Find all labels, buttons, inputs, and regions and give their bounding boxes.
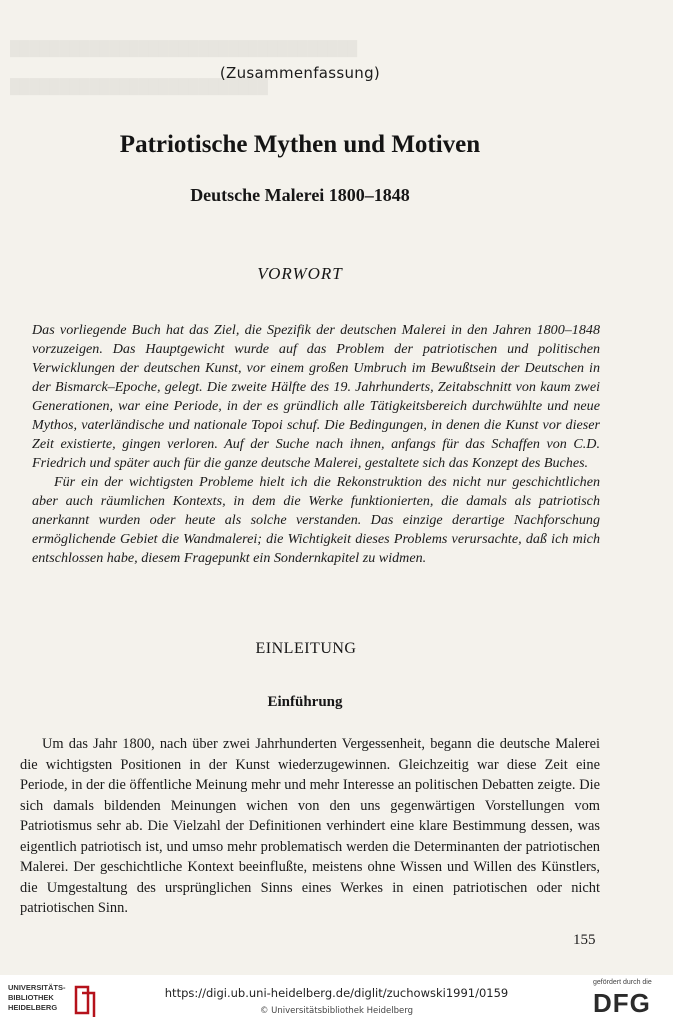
library-name-line: BIBLIOTHEK bbox=[8, 993, 54, 1002]
permalink-url[interactable]: https://digi.ub.uni-heidelberg.de/diglit/zuchowski1991/0159 bbox=[164, 986, 509, 1000]
page-number: 155 bbox=[573, 932, 596, 948]
library-name-line: UNIVERSITÄTS- bbox=[8, 983, 66, 992]
body-paragraph: Um das Jahr 1800, nach über zwei Jahrhunderten Vergessenheit, begann die deutsche Malerei die wichtigsten Positionen in der Kunst wiederzugewinnen. Gleichzeitig war diese Zeit eine Periode, in der die öffentliche Meinung mehr und mehr Interesse an politischen Debatten zeigte. Die sich damals bildenden Meinungen wichen von den uns gegenwärtigen Vorstellungen vom Patriotismus sehr ab. Die Vielzahl der Definitionen verhindert eine klare Bestimmung dessen, was eigentlich patriotisch ist, und umso mehr problematisch werden die Determinanten der patriotischen Malerei. Der geschichtliche Kontext beeinflußte, meistens ohne Wissen und Willen des Künstlers, die Umgestaltung des ursprünglichen Sinns eines Werkes in einen patriotischen oder nicht patriotischen Sinn. bbox=[20, 736, 600, 916]
einfuehrung-heading: Einführung bbox=[267, 694, 343, 710]
vorwort-paragraph: Für ein der wichtigsten Probleme hielt ich die Rekonstruktion des nicht nur geschichtlichen aber auch räumlichen Kontexts, in dem die Werke funktionierten, die damals als patriotisch anerkannt wurden oder heute als solche verstanden. Das einzige derartige Nachforschung ermöglichende Gebiet die Wandmalerei; die Wichtigkeit dieses Problems verursachte, daß ich mich entschlossen habe, diesem Fragepunkt ein Sondernkapitel zu widmen. bbox=[32, 474, 600, 566]
viewer-footer bbox=[0, 975, 673, 1024]
vorwort-heading: VORWORT bbox=[257, 264, 343, 283]
bleed-through-texture: ███████████████████████████████████ ██████████████████████████ bbox=[10, 42, 358, 95]
vorwort-paragraph: Das vorliegende Buch hat das Ziel, die Spezifik der deutschen Malerei in den Jahren 1800–1848 vorzuzeigen. Das Hauptgewicht wurde auf das Problem der patriotischen und politischen Verwicklungen der deutschen Kunst, vor einem großen Umbruch im Bewußtsein der Deutschen in der Bismarck–Epoche, gelegt. Die zweite Hälfte des 19. Jahrhunderts, Zeitabschnitt von kaum zwei Generationen, war eine Periode, in der es gründlich alle Tätigkeitsbereich durchwühlte und neue Mythos, vaterländische und nationale Topoi schuf. Die Bedingungen, in denen die Kunst vor dieser Zeit existierte, gingen verloren. Auf der Suche nach ihnen, anfangs für das Schaffen von C.D. Friedrich und später auch für die ganze deutsche Malerei, gestaltete sich das Konzept des Buches. bbox=[32, 322, 600, 471]
dfg-logo-text: DFG bbox=[593, 988, 651, 1018]
funder-label: gefördert durch die bbox=[593, 979, 652, 986]
einleitung-heading: EINLEITUNG bbox=[255, 640, 357, 657]
book-subtitle: Deutsche Malerei 1800–1848 bbox=[190, 185, 410, 205]
copyright-notice: © Universitätsbibliothek Heidelberg bbox=[259, 1006, 413, 1016]
library-name-line: HEIDELBERG bbox=[8, 1003, 58, 1012]
summary-label: (Zusammenfassung) bbox=[219, 64, 381, 82]
book-title: Patriotische Mythen und Motiven bbox=[119, 131, 481, 158]
vorwort-text bbox=[32, 321, 600, 568]
funder-logo[interactable] bbox=[593, 979, 667, 1021]
